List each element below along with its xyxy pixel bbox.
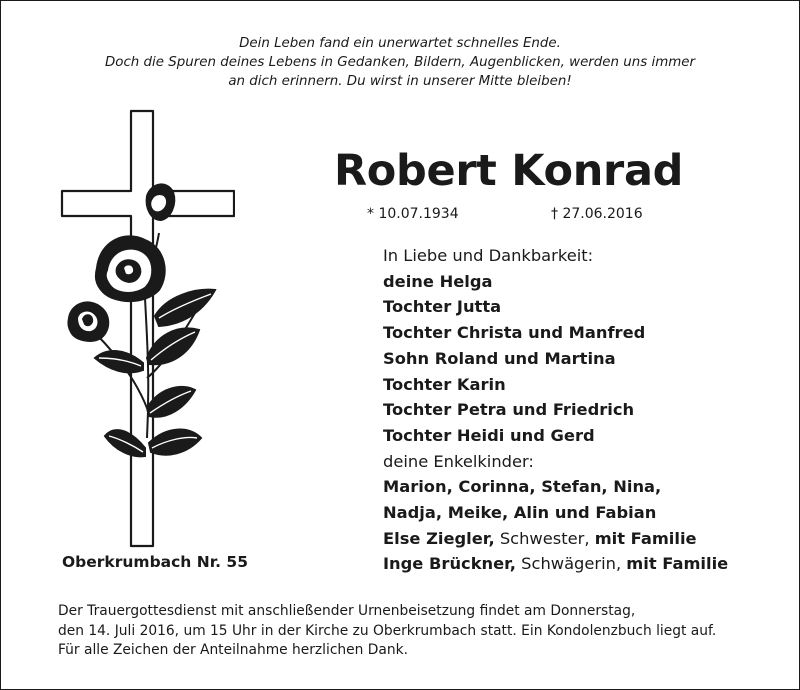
- address: Oberkrumbach Nr. 55: [62, 553, 248, 571]
- mourner-line: [383, 372, 728, 398]
- mourner-text: Tochter Jutta: [383, 297, 502, 317]
- mourner-line: [383, 526, 728, 552]
- mourner-text: Tochter Christa und Manfred: [383, 323, 646, 343]
- mourner-text: mit Familie: [626, 554, 729, 574]
- mourner-line: [383, 474, 728, 500]
- mourners-list: [383, 243, 728, 577]
- mourner-line: [383, 346, 728, 372]
- birth-date: * 10.07.1934: [367, 206, 459, 222]
- mourner-text: mit Familie: [594, 528, 697, 548]
- motto-verse: [0, 34, 800, 91]
- mourner-line: [383, 243, 728, 269]
- mourner-line: [383, 294, 728, 320]
- mourner-text: deine Enkelkinder:: [383, 451, 534, 471]
- mourner-line: [383, 320, 728, 346]
- mourner-text: Else Ziegler,: [383, 528, 495, 548]
- mourner-text: Tochter Heidi und Gerd: [383, 425, 595, 445]
- mourner-line: [383, 500, 728, 526]
- mourner-text: Marion, Corinna, Stefan, Nina,: [383, 477, 662, 497]
- mourner-line: [383, 449, 728, 475]
- service-notice: [58, 602, 716, 661]
- mourner-text: Inge Brückner,: [383, 554, 516, 574]
- mourner-text: Sohn Roland und Martina: [383, 348, 616, 368]
- mourner-text: Tochter Karin: [383, 374, 506, 394]
- mourner-text: deine Helga: [383, 271, 493, 291]
- deceased-name: Robert Konrad: [334, 146, 684, 196]
- mourner-text: In Liebe und Dankbarkeit:: [383, 246, 594, 265]
- cross-with-roses-icon: [55, 108, 235, 548]
- mourner-text: Schwägerin,: [515, 554, 627, 574]
- service-notice-line: Der Trauergottesdienst mit anschließender Urnenbeisetzung findet am Donnerstag,: [58, 603, 636, 619]
- mourner-line: [383, 269, 728, 295]
- mourner-line: [383, 423, 728, 449]
- death-date: † 27.06.2016: [551, 206, 643, 222]
- service-notice-line: Für alle Zeichen der Anteilnahme herzlichen Dank.: [58, 642, 408, 658]
- motto-line: an dich erinnern. Du wirst in unserer Mitte bleiben!: [228, 74, 572, 89]
- motto-line: Dein Leben fand ein unerwartet schnelles Ende.: [239, 36, 561, 51]
- service-notice-line: den 14. Juli 2016, um 15 Uhr in der Kirche zu Oberkrumbach statt. Ein Kondolenzbuch liegt auf.: [58, 622, 717, 639]
- mourner-line: [383, 551, 728, 577]
- motto-line: Doch die Spuren deines Lebens in Gedanken, Bildern, Augenblicken, werden uns immer: [104, 55, 696, 70]
- mourner-line: [383, 397, 728, 423]
- mourner-text: Schwester,: [494, 528, 595, 548]
- mourner-text: Tochter Petra und Friedrich: [383, 400, 635, 420]
- mourner-text: Nadja, Meike, Alin und Fabian: [383, 503, 657, 523]
